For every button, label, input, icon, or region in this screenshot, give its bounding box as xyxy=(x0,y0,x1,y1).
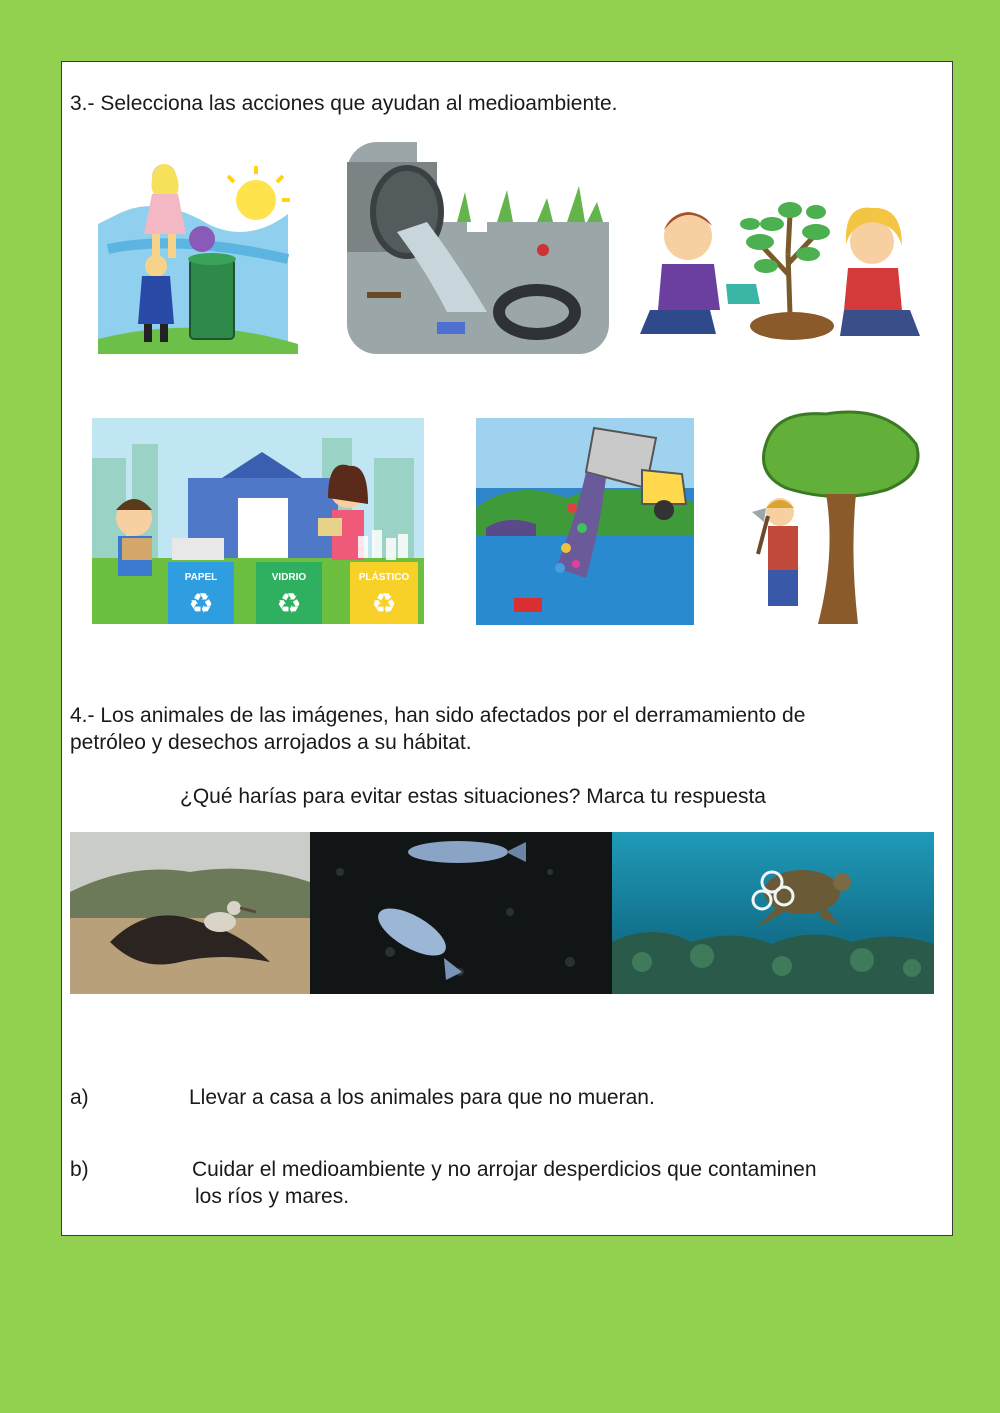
planting-tree-image[interactable] xyxy=(640,194,924,350)
dumping-garbage-image[interactable] xyxy=(476,418,694,625)
tree-cutting-illustration xyxy=(746,404,926,629)
oil-bird-photo xyxy=(70,832,310,994)
trash-bin-image[interactable] xyxy=(98,154,298,354)
bin-label-paper: PAPEL xyxy=(184,572,218,583)
turtle-photo xyxy=(612,832,934,994)
option-b-text-line2[interactable]: los ríos y mares. xyxy=(195,1185,350,1208)
svg-text:♻: ♻ xyxy=(371,588,397,619)
svg-text:♻: ♻ xyxy=(276,588,302,619)
bird-photo xyxy=(70,832,310,994)
option-b-letter[interactable]: b) xyxy=(70,1158,89,1181)
question-4-prompt-line1: 4.- Los animales de las imágenes, han sido afectados por el derramamiento de xyxy=(70,704,806,727)
turtle-plastic-photo xyxy=(612,832,934,994)
svg-text:♻: ♻ xyxy=(188,588,214,619)
cutting-tree-image[interactable] xyxy=(746,404,926,629)
fish-photo xyxy=(310,832,612,994)
trash-bin-illustration xyxy=(98,154,298,354)
option-a-letter[interactable]: a) xyxy=(70,1086,89,1109)
bin-label-plastic: PLÁSTICO xyxy=(358,572,410,583)
option-a-text[interactable]: Llevar a casa a los animales para que no mueran. xyxy=(189,1086,655,1109)
option-b-text-line1[interactable]: Cuidar el medioambiente y no arrojar desperdicios que contaminen xyxy=(192,1158,817,1181)
planting-illustration xyxy=(640,194,924,350)
bin-label-glass: VIDRIO xyxy=(271,572,307,583)
question-3-prompt: 3.- Selecciona las acciones que ayudan al medioambiente. xyxy=(70,92,618,115)
oil-fish-photo xyxy=(310,832,612,994)
question-4-question: ¿Qué harías para evitar estas situaciones? Marca tu respuesta xyxy=(180,785,766,808)
polluted-water-image[interactable] xyxy=(347,142,609,354)
worksheet-page xyxy=(61,61,953,1236)
recycling-image[interactable] xyxy=(92,418,424,624)
recycling-illustration xyxy=(92,418,424,624)
question-4-prompt-line2: petróleo y desechos arrojados a su hábitat. xyxy=(70,731,472,754)
truck-dumping-illustration xyxy=(476,418,694,625)
pipe-pollution-illustration xyxy=(347,142,609,354)
